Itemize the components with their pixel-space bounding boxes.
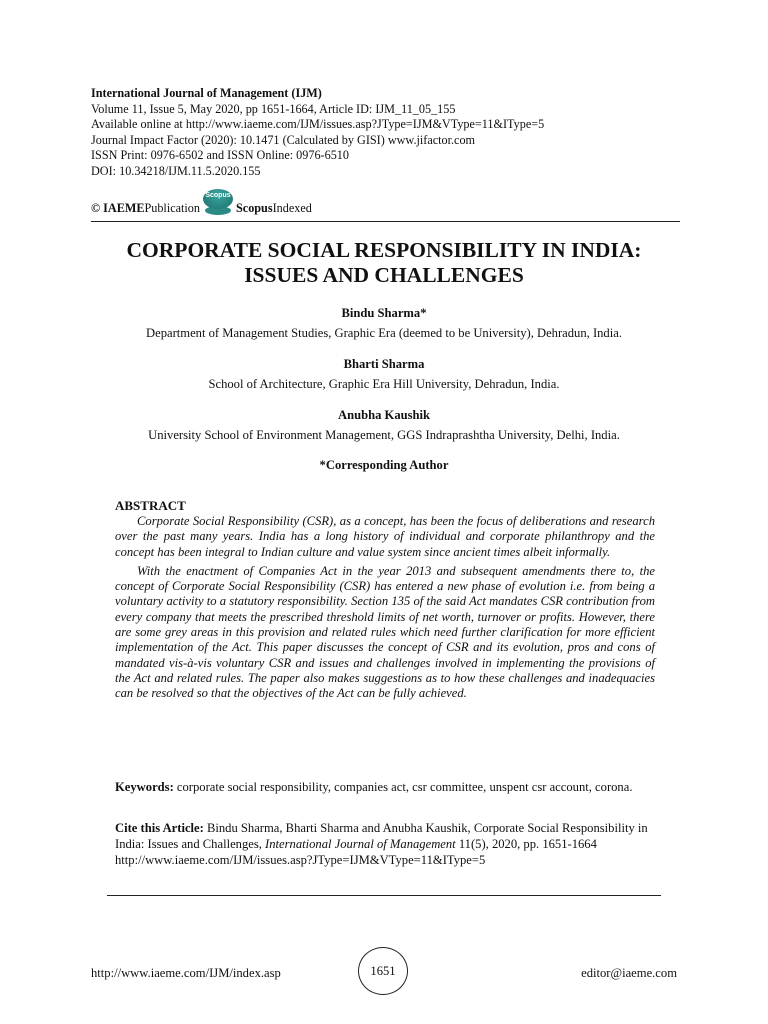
author-affiliation: Department of Management Studies, Graphic Era (deemed to be University), Dehradun, India.	[146, 326, 622, 340]
citation-volume: 11(5), 2020, pp. 1651-1664	[455, 837, 597, 851]
paper-title	[60, 238, 708, 288]
journal-header	[91, 86, 691, 180]
available-online-line[interactable]: Available online at http://www.iaeme.com/IJM/issues.asp?JType=IJM&VType=11&IType=5	[91, 117, 545, 132]
author-block	[40, 306, 728, 341]
corresponding-author-note: *Corresponding Author	[319, 458, 449, 472]
author-name: Anubha Kaushik	[337, 408, 431, 422]
citation-journal: International Journal of Management	[265, 837, 456, 851]
citation-text: Bindu Sharma, Bharti Sharma and Anubha Kaushik, Corporate Social Responsibility in India: Issues and Challenges,	[115, 821, 648, 851]
citation	[115, 820, 655, 868]
abstract-paragraph-1: Corporate Social Responsibility (CSR), as a concept, has been the focus of deliberations and research over the past many years. India has a long history of individual and corporate philanthropy and the concept has been integral to Indian culture and value system since ancient times albeit informally.	[115, 514, 655, 559]
publisher-line	[91, 194, 312, 222]
journal-title: International Journal of Management (IJM)	[91, 86, 322, 100]
publisher-label: Publication	[144, 200, 200, 215]
author-name: Bharti Sharma	[343, 357, 425, 371]
paper-title-line-2: ISSUES AND CHALLENGES	[244, 263, 524, 287]
keywords-text: corporate social responsibility, companies act, csr committee, unspent csr account, corona.	[173, 780, 633, 794]
publisher-name: © IAEME	[91, 200, 145, 215]
footer-email[interactable]: editor@iaeme.com	[581, 966, 677, 980]
issn-line: ISSN Print: 0976-6502 and ISSN Online: 0976-6510	[91, 148, 349, 163]
author-affiliation: School of Architecture, Graphic Era Hill University, Dehradun, India.	[208, 377, 560, 391]
author-name: Bindu Sharma*	[341, 306, 427, 320]
abstract-section	[115, 498, 655, 702]
header-divider	[91, 221, 680, 222]
abstract-heading: ABSTRACT	[115, 498, 186, 513]
keywords-label: Keywords:	[115, 780, 174, 794]
page-number: 1651	[358, 947, 408, 995]
scopus-logo-text: Scopus	[205, 192, 231, 199]
doi-line: DOI: 10.34218/IJM.11.5.2020.155	[91, 163, 261, 178]
keywords	[115, 780, 655, 796]
abstract-paragraph-2: With the enactment of Companies Act in the year 2013 and subsequent amendments there to, the concept of Corporate Social Responsibility (CSR) has entered a new phase of evolution i.e. from being a voluntary activity to a statutory responsibility. Section 135 of the said Act mandates CSR contribution from every company that meets the prescribed threshold limits of net worth, turnover or profits. However, there are some grey areas in this provision and related rules which need further clarification for more efficient implementation of the Act. This paper discusses the concept of CSR and its evolution, pros and cons of mandated vis-à-vis voluntary CSR and issues and challenges involved in implementing the provisions of the Act and related rules. The paper also makes suggestions as to how these challenges and inadequacies can be resolved so that the objectives of the Act can be fully achieved.	[115, 563, 655, 701]
scopus-indexed-label: Indexed	[272, 200, 312, 215]
paper-title-line-1: CORPORATE SOCIAL RESPONSIBILITY IN INDIA:	[126, 238, 642, 262]
footer-url[interactable]: http://www.iaeme.com/IJM/index.asp	[91, 966, 281, 980]
author-block	[40, 408, 728, 443]
citation-label: Cite this Article:	[115, 821, 204, 835]
author-block	[40, 357, 728, 392]
impact-factor-line: Journal Impact Factor (2020): 10.1471 (Calculated by GISI) www.jifactor.com	[91, 132, 476, 147]
scopus-logo-icon	[202, 187, 234, 215]
author-affiliation: University School of Environment Management, GGS Indraprashtha University, Delhi, India.	[148, 428, 620, 442]
volume-line: Volume 11, Issue 5, May 2020, pp 1651-1664, Article ID: IJM_11_05_155	[91, 101, 456, 116]
footer-divider	[107, 895, 661, 896]
citation-url[interactable]: http://www.iaeme.com/IJM/issues.asp?JType=IJM&VType=11&IType=5	[115, 853, 486, 867]
scopus-name: Scopus	[236, 200, 273, 215]
